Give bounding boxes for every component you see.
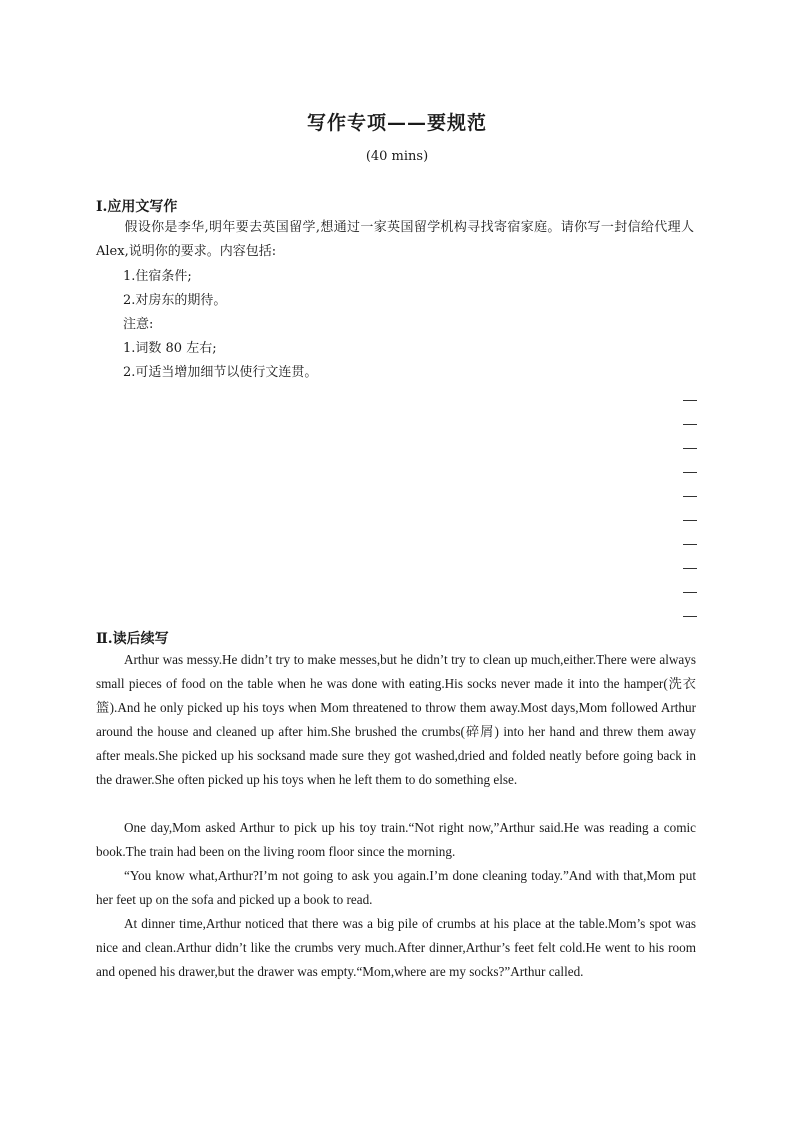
answer-line (683, 472, 697, 473)
section-heading-2: Ⅱ.读后续写 (96, 631, 169, 647)
answer-line (683, 496, 697, 497)
writing-prompt (96, 216, 694, 264)
requirement-item-1: 1.住宿条件; (123, 269, 192, 284)
note-item-2: 2.可适当增加细节以使行文连贯。 (123, 365, 318, 380)
story-paragraph-4: At dinner time,Arthur noticed that there was a big pile of crumbs at his place at the table.Mom’s spot was nice and clean.Arthur didn’t like the crumbs very much.After dinner,Arthur’s feet felt cold.He went to his room and opened his drawer,but the drawer was empty.“Mom,where are my socks?”Arthur called. (96, 916, 696, 979)
answer-line (683, 400, 697, 401)
section-heading-1: Ⅰ.应用文写作 (96, 199, 178, 215)
story-paragraph-2: One day,Mom asked Arthur to pick up his toy train.“Not right now,”Arthur said.He was reading a comic book.The train had been on the living room floor since the morning. (96, 820, 696, 859)
answer-line (683, 544, 697, 545)
time-limit: (40 mins) (365, 149, 429, 164)
answer-line (683, 592, 697, 593)
answer-line (683, 520, 697, 521)
page-title: 写作专项——要规范 (306, 112, 487, 134)
answer-line (683, 568, 697, 569)
answer-lines (683, 400, 697, 640)
story-paragraph-3: “You know what,Arthur?I’m not going to ask you again.I’m done cleaning today.”And with that,Mom put her feet up on the sofa and picked up a book to read. (96, 868, 696, 907)
answer-line (683, 616, 697, 617)
note-label: 注意: (123, 317, 154, 332)
requirement-item-2: 2.对房东的期待。 (123, 293, 227, 308)
answer-line (683, 448, 697, 449)
story-paragraph-1: Arthur was messy.He didn’t try to make messes,but he didn’t try to clean up much,either.There were always small pieces of food on the table when he was done with eating.His socks never made it into the hamper(洗衣篮).And he only picked up his toys when Mom threatened to throw them away.Most days,Mom followed Arthur around the house and cleaned up after him.She brushed the crumbs(碎屑) into her hand and threw them away after meals.She picked up his socksand made sure they got washed,dried and folded neatly before going back in the drawer.She often picked up his toys when he left them to do something else. (96, 652, 696, 787)
writing-prompt-text: 假设你是李华,明年要去英国留学,想通过一家英国留学机构寻找寄宿家庭。请你写一封信给代理人 Alex,说明你的要求。内容包括: (96, 220, 694, 259)
note-item-1: 1.词数 80 左右; (123, 341, 217, 356)
answer-line (683, 424, 697, 425)
